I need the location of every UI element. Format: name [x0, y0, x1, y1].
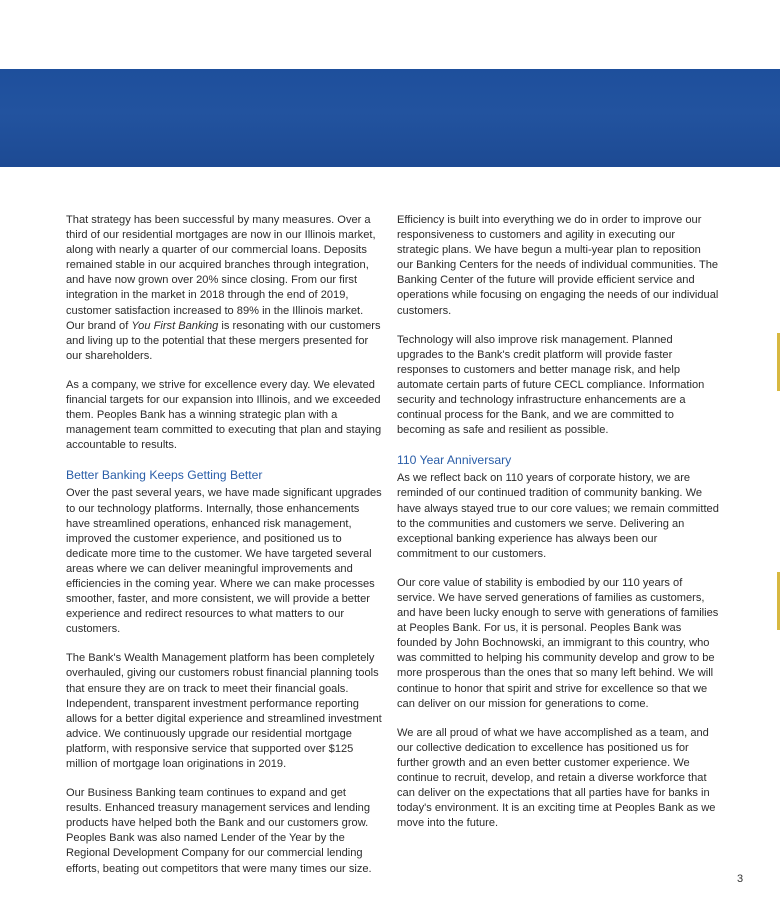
header-banner — [0, 69, 780, 167]
left-paragraph-3: Over the past several years, we have made significant upgrades to our technology platforms. Internally, those enhancements have streamlined operations, enhanced risk management, improved the customer experience, and positioned us to dedicate more time to the customer. We have targeted several areas where we can deliver meaningful improvements and efficiencies in the coming year. Where we can make processes smoother, faster, and more consistent, we will provide a better experience and redirect resources to what matters to our customers. — [66, 487, 382, 636]
section-heading-better-banking: Better Banking Keeps Getting Better — [66, 468, 263, 483]
right-column — [397, 213, 719, 845]
left-paragraph-5: Our Business Banking team continues to expand and get results. Enhanced treasury management services and lending products have helped both the Bank and our customers grow. Peoples Bank was also named Lender of the Year by the Regional Development Company for our commercial lending efforts, beating out competitors that were many times our size. — [66, 787, 372, 875]
left-paragraph-1: That strategy has been successful by many measures. Over a third of our residential mortgages are now in our Illinois market, along with nearly a quarter of our commercial loans. Deposits remained stable in our acquired branches through integration, and have now grown over 20% since closing. From our first integration in the market in 2018 through the end of 2019, customer satisfaction increased to 89% in the Illinois market. Our brand of You First Banking is resonating with our customers and living up to the potential that these mergers presented for our shareholders. — [66, 214, 381, 362]
right-paragraph-1: Efficiency is built into everything we do in order to improve our responsiveness to customers and agility in executing our strategic plans. We have begun a multi-year plan to reposition our Banking Centers for the needs of individual communities. The Banking Center of the future will provide efficient service and operations while focusing on engaging the needs of our individual customers. — [397, 214, 719, 317]
right-paragraph-2: Technology will also improve risk management. Planned upgrades to the Bank's credit platform will provide faster responses to customers and better manage risk, and help automate certain parts of future CECL compliance. Information security and technology infrastructure enhancements are a continual process for the Bank, and we are committed to becoming as safe and resilient as possible. — [397, 333, 705, 437]
left-paragraph-4: The Bank's Wealth Management platform has been completely overhauled, giving our customers robust financial planning tools that ensure they are on track to meet their financial goals. Independent, transparent investment performance reporting allows for a better digital experience and streamlined investment advice. We continuously upgrade our residential mortgage platform, with responsive service that supported over $125 million of mortgage loan originations in 2019. — [66, 652, 382, 770]
brand-name: You First Banking — [131, 319, 219, 332]
left-paragraph-2: As a company, we strive for excellence every day. We elevated financial targets for our expansion into Illinois, and we exceeded them. Peoples Bank has a winning strategic plan with a management team committed to executing that plan and staying accountable to results. — [66, 378, 382, 452]
right-paragraph-4: Our core value of stability is embodied by our 110 years of service. We have served generations of families as customers, and have been lucky enough to serve with generations of families at Peoples Bank. For us, it is personal. Peoples Bank was founded by John Bochnowski, an immigrant to this country, who was committed to helping his community develop and grow to be more prosperous than the ones that so many left behind. We will continue to honor that spirit and strive for excellence so that we can deliver on our mission for generations to come. — [397, 576, 719, 710]
page-number: 3 — [737, 873, 744, 885]
left-column — [66, 213, 384, 891]
right-paragraph-3: As we reflect back on 110 years of corporate history, we are reminded of our continued tradition of community banking. We have always stayed true to our core values; we remain committed to the communities and customers we serve. Delivering an exceptional banking experience has always been our commitment to our customers. — [397, 472, 719, 560]
right-paragraph-5: We are all proud of what we have accomplished as a team, and our collective dedication to excellence has positioned us for further growth and an even better customer experience. We continue to recruit, develop, and retain a diverse workforce that can deliver on the expectations that all parties have for banks in today's environment. It is an exciting time at Peoples Bank as we move into the future. — [397, 726, 716, 830]
section-heading-anniversary: 110 Year Anniversary — [397, 453, 512, 468]
